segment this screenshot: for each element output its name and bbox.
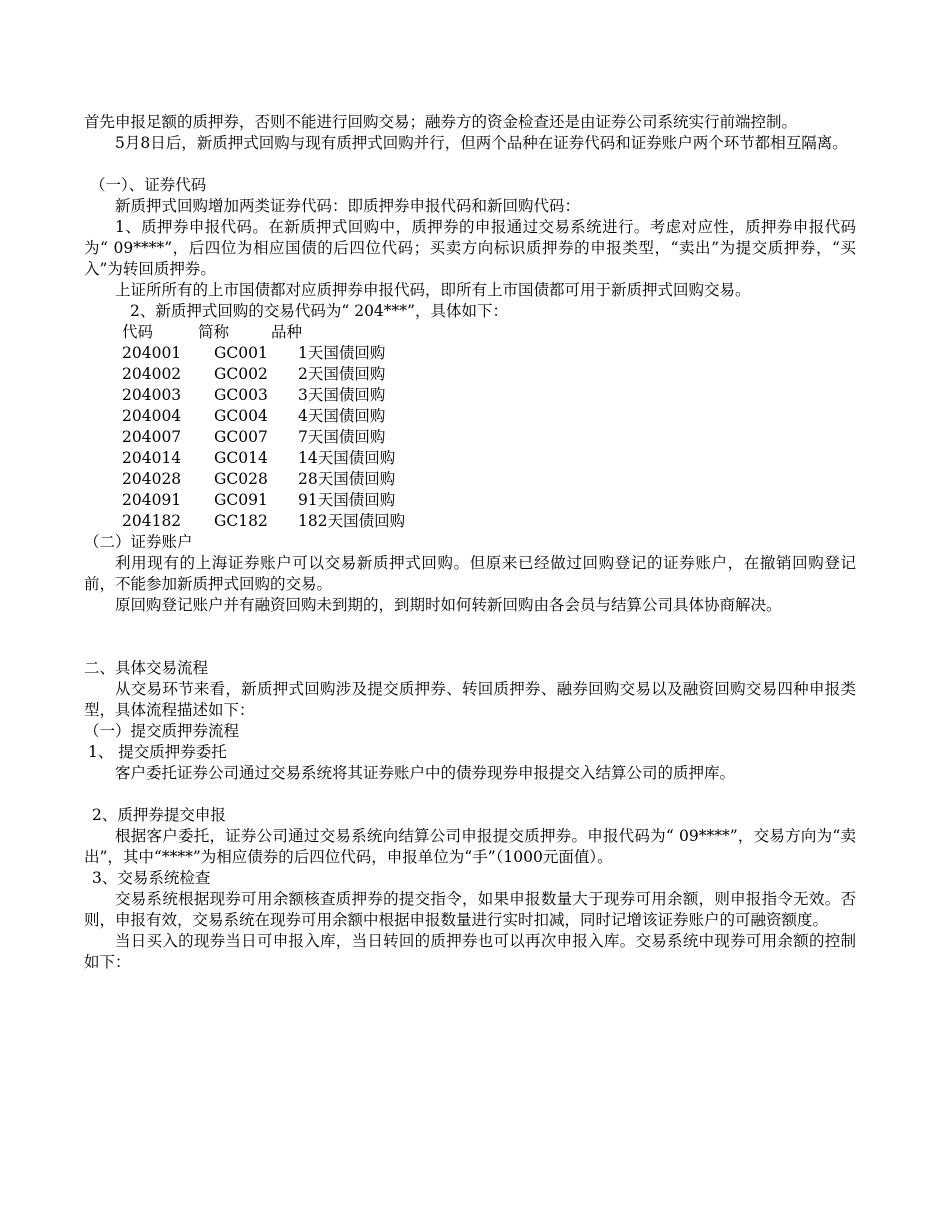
table-row (122, 511, 458, 532)
table-header-type: 品种 (271, 323, 303, 341)
table-cell-code: 204182 (122, 512, 182, 530)
table-cell-abbr: GC004 (214, 407, 268, 425)
table-row (122, 469, 458, 490)
section1-paragraph-2: 1、质押券申报代码。在新质押式回购中，质押券的申报通过交易系统进行。考虑对应性，质押券申报代码为“ 09****”，后四位为相应国债的后四位代码；买卖方向标识质押券的申报类型，“卖出”为提交质押券，“买入”为转回质押券。 (84, 218, 856, 278)
table-cell-type: 14天国债回购 (298, 449, 396, 467)
table-row (122, 490, 458, 511)
section2-paragraph-1: 利用现有的上海证券账户可以交易新质押式回购。但原来已经做过回购登记的证券账户，在撤销回购登记前，不能参加新质押式回购的交易。 (84, 554, 856, 593)
step-text-3a: 交易系统根据现券可用余额核查质押券的提交指令，如果申报数量大于现券可用余额，则申报指令无效。否则，申报有效，交易系统在现券可用余额中根据申报数量进行实时扣减，同时记增该证券账户的可融资额度。 (84, 890, 856, 929)
step-text-1: 客户委托证券公司通过交易系统将其证券账户中的债券现券申报提交入结算公司的质押库。 (115, 764, 736, 782)
repo-code-table-header (122, 322, 431, 343)
step-heading-1: 1、 提交质押券委托 (88, 743, 227, 761)
step-heading-2: 2、质押券提交申报 (92, 806, 226, 824)
table-cell-abbr: GC182 (214, 512, 268, 530)
table-cell-code: 204002 (122, 365, 182, 383)
table-row (122, 448, 458, 469)
table-cell-code: 204004 (122, 407, 182, 425)
table-cell-abbr: GC014 (214, 449, 268, 467)
subsection-heading-submit-collateral: （一）提交质押券流程 (84, 722, 240, 740)
section1-paragraph-3: 上证所所有的上市国债都对应质押券申报代码，即所有上市国债都可用于新质押式回购交易。 (115, 281, 751, 299)
spacer (84, 784, 856, 805)
spacer (84, 154, 856, 175)
table-cell-code: 204014 (122, 449, 182, 467)
table-cell-code: 204001 (122, 344, 182, 362)
table-cell-code: 204091 (122, 491, 182, 509)
table-header-row (122, 322, 431, 343)
table-cell-abbr: GC001 (214, 344, 268, 362)
step-text-3b: 当日买入的现券当日可申报入库，当日转回的质押券也可以再次申报入库。交易系统中现券可用余额的控制如下： (84, 932, 856, 971)
table-cell-abbr: GC007 (214, 428, 268, 446)
table-cell-type: 2天国债回购 (298, 365, 386, 383)
table-cell-type: 7天国债回购 (298, 428, 386, 446)
table-cell-type: 3天国债回购 (298, 386, 386, 404)
table-row (122, 343, 458, 364)
document-page (84, 112, 856, 973)
table-cell-abbr: GC002 (214, 365, 268, 383)
intro-paragraph-1: 首先申报足额的质押券，否则不能进行回购交易；融券方的资金检查还是由证券公司系统实行前端控制。 (84, 113, 798, 131)
repo-code-table (122, 343, 458, 532)
table-cell-type: 182天国债回购 (298, 512, 406, 530)
table-cell-code: 204028 (122, 470, 182, 488)
table-cell-code: 204003 (122, 386, 182, 404)
step-text-2: 根据客户委托，证券公司通过交易系统向结算公司申报提交质押券。申报代码为“ 09****”，交易方向为“卖出”，其中“****”为相应债券的后四位代码，申报单位为“手”（1000元面值）。 (84, 827, 856, 866)
table-cell-abbr: GC091 (214, 491, 268, 509)
part2-paragraph-1: 从交易环节来看，新质押式回购涉及提交质押券、转回质押券、融券回购交易以及融资回购交易四种申报类型，具体流程描述如下： (84, 680, 856, 719)
intro-paragraph-2: 5月8日后，新质押式回购与现有质押式回购并行，但两个品种在证券代码和证券账户两个环节都相互隔离。 (115, 134, 848, 152)
table-row (122, 406, 458, 427)
section-heading-securities-account: （二）证券账户 (84, 533, 193, 551)
step-heading-3: 3、交易系统检查 (92, 869, 211, 887)
table-cell-type: 91天国债回购 (298, 491, 396, 509)
section2-paragraph-2: 原回购登记账户并有融资回购未到期的，到期时如何转新回购由各会员与结算公司具体协商解决。 (115, 596, 782, 614)
table-cell-type: 4天国债回购 (298, 407, 386, 425)
table-cell-abbr: GC028 (214, 470, 268, 488)
section-heading-securities-code: （一）、证券代码 (90, 176, 207, 194)
table-cell-code: 204007 (122, 428, 182, 446)
table-row (122, 364, 458, 385)
spacer (84, 616, 856, 658)
section1-paragraph-1: 新质押式回购增加两类证券代码：即质押券申报代码和新回购代码： (115, 197, 581, 215)
table-header-abbr: 简称 (198, 323, 230, 341)
table-cell-type: 1天国债回购 (298, 344, 386, 362)
table-header-code: 代码 (122, 323, 154, 341)
section1-paragraph-4: 2、新质押式回购的交易代码为“ 204***”，具体如下： (130, 302, 508, 320)
table-cell-type: 28天国债回购 (298, 470, 396, 488)
table-cell-abbr: GC003 (214, 386, 268, 404)
part-heading-trading-process: 二、具体交易流程 (84, 659, 209, 677)
table-row (122, 385, 458, 406)
table-row (122, 427, 458, 448)
